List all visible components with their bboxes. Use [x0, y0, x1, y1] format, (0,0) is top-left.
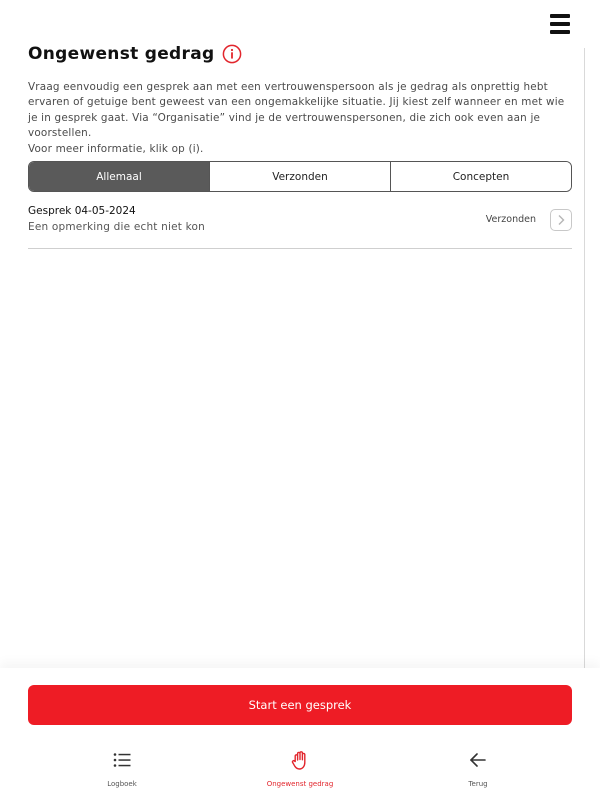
- intro-info-hint: Voor meer informatie, klik op (i).: [28, 142, 204, 155]
- info-icon[interactable]: [222, 44, 242, 64]
- item-title: Gesprek 04-05-2024: [28, 205, 136, 217]
- nav-item-logboek[interactable]: [62, 745, 182, 793]
- hamburger-menu-icon[interactable]: [550, 14, 570, 36]
- filter-tabs: [28, 161, 572, 192]
- intro-paragraph: Vraag eenvoudig een gesprek aan met een vertrouwenspersoon als je gedrag als onprettig hebt ervaren of getuige bent geweest van een ongemakkelijke situatie. Jij kiest zelf wanneer en met wie je in gesprek gaat. Via “Organisatie” vind je de vertrouwenspersonen, die zich ook even aan je voorstellen.: [28, 81, 565, 140]
- item-subtitle: Een opmerking die echt niet kon: [28, 221, 206, 233]
- status-badge: Verzonden: [485, 214, 536, 225]
- chevron-right-icon[interactable]: [550, 209, 572, 231]
- page-header: [28, 44, 242, 64]
- start-conversation-button[interactable]: Start een gesprek: [28, 685, 572, 725]
- nav-item-terug[interactable]: [418, 745, 538, 793]
- hand-icon: [289, 749, 311, 771]
- list-item[interactable]: [28, 200, 572, 249]
- arrow-left-icon: [467, 749, 489, 771]
- bottom-navigation: [0, 745, 600, 795]
- tab-verzonden[interactable]: Verzonden: [209, 162, 390, 191]
- nav-label-terug: Terug: [468, 780, 488, 788]
- intro-text: [28, 80, 576, 157]
- nav-label-ongewenst-gedrag: Ongewenst gedrag: [266, 780, 334, 788]
- tab-concepten[interactable]: Concepten: [390, 162, 571, 191]
- page-title: Ongewenst gedrag: [28, 44, 215, 64]
- nav-label-logboek: Logboek: [107, 780, 137, 788]
- tab-allemaal[interactable]: Allemaal: [29, 162, 209, 191]
- nav-item-ongewenst-gedrag[interactable]: [240, 745, 360, 793]
- list-icon: [111, 749, 133, 771]
- scrollbar[interactable]: [584, 48, 585, 668]
